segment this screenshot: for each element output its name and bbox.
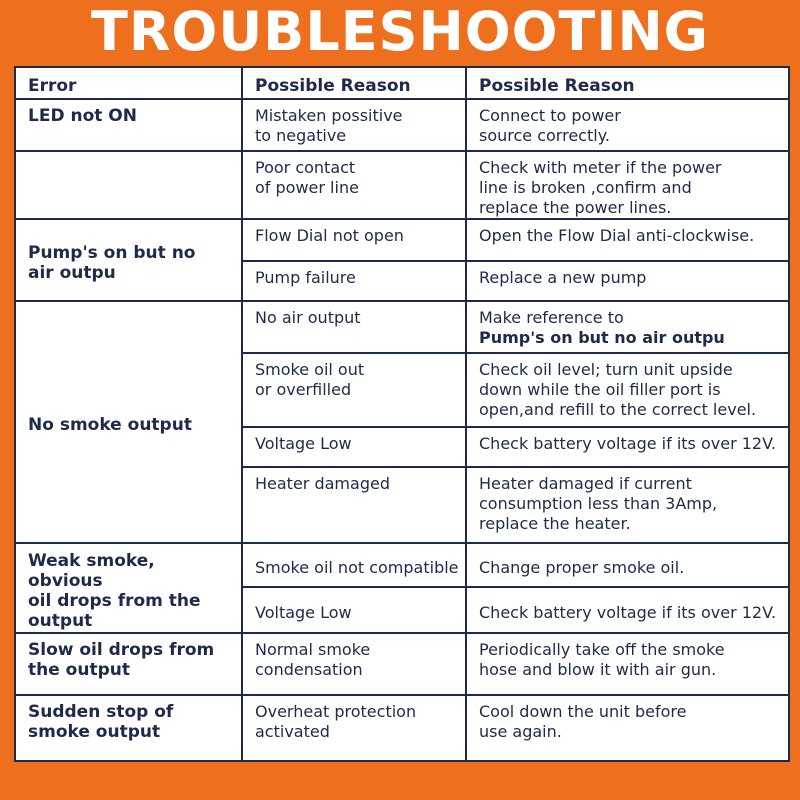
error-cell: Weak smoke, obvious oil drops from the output (15, 543, 242, 633)
table-row (15, 219, 789, 261)
solution-cell: Periodically take off the smoke hose and blow it with air gun. (466, 633, 789, 695)
reason-cell: Voltage Low (242, 427, 466, 467)
reason-cell: Smoke oil not compatible (242, 543, 466, 587)
solution-text: Make reference to (479, 308, 624, 327)
solution-cell: Replace a new pump (466, 261, 789, 301)
table-row (15, 543, 789, 587)
error-cell: No smoke output (15, 301, 242, 543)
solution-cell: Open the Flow Dial anti-clockwise. (466, 219, 789, 261)
error-cell-empty (15, 151, 242, 219)
reason-cell: Heater damaged (242, 467, 466, 543)
header-solution: Possible Reason (466, 67, 789, 99)
solution-cell: Check battery voltage if its over 12V. (466, 587, 789, 633)
solution-cell: Connect to power source correctly. (466, 99, 789, 151)
solution-cell: Check oil level; turn unit upside down while the oil filler port is open,and refill to the correct level. (466, 353, 789, 427)
error-cell: Pump's on but no air outpu (15, 219, 242, 301)
solution-cell: Heater damaged if current consumption less than 3Amp, replace the heater. (466, 467, 789, 543)
error-cell: Slow oil drops from the output (15, 633, 242, 695)
solution-cell (466, 301, 789, 353)
header-reason: Possible Reason (242, 67, 466, 99)
reason-cell: Overheat protection activated (242, 695, 466, 761)
reason-cell: Pump failure (242, 261, 466, 301)
reason-cell: Flow Dial not open (242, 219, 466, 261)
error-cell: Sudden stop of smoke output (15, 695, 242, 761)
header-error: Error (15, 67, 242, 99)
table-row (15, 301, 789, 353)
solution-cell: Check with meter if the power line is broken ,confirm and replace the power lines. (466, 151, 789, 219)
page-title: TROUBLESHOOTING (91, 0, 709, 63)
troubleshooting-table (14, 66, 790, 762)
reason-cell: Smoke oil out or overfilled (242, 353, 466, 427)
error-cell (15, 99, 242, 151)
solution-cell: Change proper smoke oil. (466, 543, 789, 587)
table-row (15, 99, 789, 151)
solution-cell: Cool down the unit before use again. (466, 695, 789, 761)
reason-cell: Voltage Low (242, 587, 466, 633)
reason-cell: No air output (242, 301, 466, 353)
solution-cell: Check battery voltage if its over 12V. (466, 427, 789, 467)
reason-cell: Poor contact of power line (242, 151, 466, 219)
table-row (15, 151, 789, 219)
table-row (15, 633, 789, 695)
solution-reference: Pump's on but no air outpu (479, 328, 725, 347)
reason-cell: Normal smoke condensation (242, 633, 466, 695)
table-row (15, 695, 789, 761)
error-label: LED not ON (28, 106, 137, 126)
reason-cell: Mistaken possitive to negative (242, 99, 466, 151)
table-header-row (15, 67, 789, 99)
